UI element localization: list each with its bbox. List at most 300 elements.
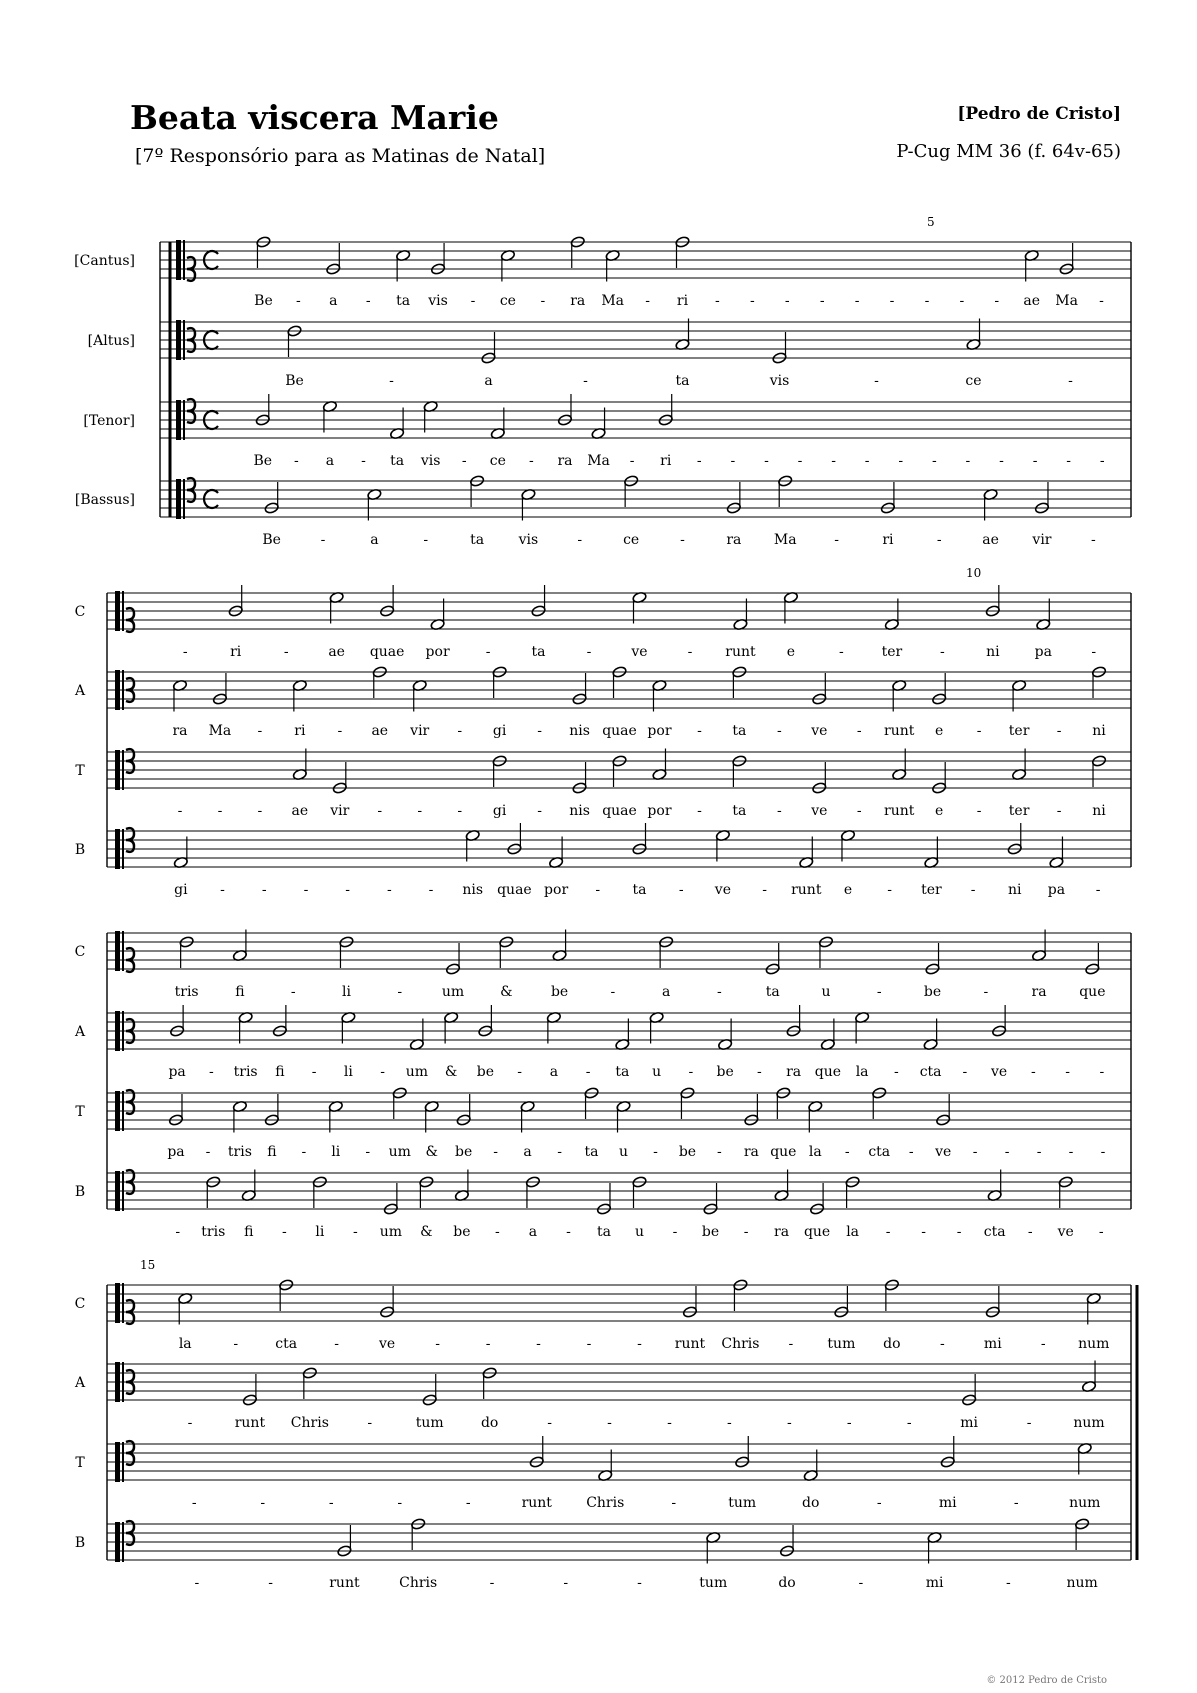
lyric-syllable: gi: [174, 882, 188, 898]
lyric-syllable: -: [345, 882, 350, 898]
lyric-syllable: -: [894, 1064, 899, 1080]
voice-label: B: [74, 842, 86, 858]
lyric-syllable: -: [386, 882, 392, 898]
lyric-syllable: do: [480, 1415, 499, 1431]
lyric-syllable: -: [435, 1336, 440, 1352]
lyric-syllable: por: [425, 644, 450, 660]
lyric-syllable: -: [217, 803, 223, 819]
lyric-syllable: -: [797, 453, 803, 469]
lyric-syllable: -: [537, 723, 542, 739]
lyric-syllable: -: [885, 1224, 891, 1240]
lyric-syllable: -: [972, 1144, 978, 1160]
lyric-syllable: ta: [531, 644, 546, 660]
lyric-syllable: mi: [925, 1575, 944, 1591]
lyric-syllable: -: [819, 293, 825, 309]
lyric-syllable: -: [762, 882, 767, 898]
lyric-syllable: ni: [986, 644, 1000, 660]
lyric-syllable: be: [716, 1064, 734, 1080]
lyric-syllable: -: [962, 1064, 968, 1080]
lyric-syllable: -: [1032, 453, 1038, 469]
lyric-syllable: ta: [470, 532, 485, 548]
voice-label: C: [74, 604, 86, 620]
lyric-syllable: -: [257, 803, 263, 819]
voice-label: C: [74, 1296, 86, 1312]
lyric-syllable: por: [544, 882, 569, 898]
lyric-syllable: -: [428, 882, 434, 898]
lyric-syllable: Ma: [1055, 293, 1078, 309]
lyric-syllable: ae: [371, 723, 389, 739]
lyric-syllable: -: [671, 1495, 677, 1511]
lyric-syllable: -: [220, 882, 225, 898]
lyric-syllable: -: [301, 1144, 307, 1160]
lyric-syllable: runt: [234, 1415, 266, 1431]
lyric-syllable: -: [1013, 1495, 1019, 1511]
lyric-syllable: ta: [596, 1224, 611, 1240]
lyric-syllable: li: [341, 984, 351, 1000]
lyric-syllable: -: [939, 1336, 945, 1352]
lyric-syllable: tris: [227, 1144, 252, 1160]
lyric-syllable: -: [337, 723, 343, 739]
lyric-syllable: ve: [811, 723, 828, 739]
lyric-syllable: -: [939, 644, 945, 660]
lyric-syllable: vis: [518, 532, 539, 548]
lyric-syllable: -: [367, 1415, 373, 1431]
lyric-syllable: la: [846, 1224, 860, 1240]
lyric-syllable: -: [389, 373, 394, 389]
c-clef-icon: [122, 1522, 124, 1562]
lyric-syllable: -: [727, 1415, 732, 1431]
lyric-syllable: ve: [811, 803, 828, 819]
lyric-syllable: -: [864, 453, 870, 469]
lyric-syllable: tris: [201, 1224, 226, 1240]
lyric-syllable: Be: [253, 453, 273, 469]
lyric-syllable: -: [921, 1224, 927, 1240]
lyric-syllable: um: [388, 1144, 411, 1160]
lyric-syllable: -: [889, 293, 895, 309]
lyric-syllable: Ma: [587, 453, 610, 469]
lyric-syllable: -: [983, 984, 989, 1000]
c-clef-icon: [176, 320, 181, 360]
lyric-syllable: be: [701, 1224, 720, 1240]
lyric-syllable: ta: [732, 803, 747, 819]
lyric-syllable: -: [485, 644, 491, 660]
voice-label: C: [74, 944, 86, 960]
lyric-syllable: -: [311, 1064, 317, 1080]
lyric-syllable: -: [844, 1144, 850, 1160]
lyric-syllable: -: [637, 1336, 642, 1352]
c-clef-icon: [115, 1091, 120, 1131]
lyric-syllable: que: [1079, 984, 1106, 1000]
lyric-syllable: num: [1078, 1336, 1110, 1352]
c-clef-icon: [115, 829, 120, 869]
lyric-syllable: -: [187, 1415, 193, 1431]
lyric-syllable: e: [935, 723, 944, 739]
lyric-syllable: -: [1040, 1336, 1046, 1352]
lyric-syllable: ni: [1008, 882, 1022, 898]
lyric-syllable: Ma: [773, 532, 797, 548]
lyric-syllable: cta: [919, 1064, 942, 1080]
lyric-syllable: ter: [921, 882, 942, 898]
lyric-syllable: tum: [415, 1415, 444, 1431]
lyric-syllable: -: [577, 532, 583, 548]
lyric-syllable: be: [476, 1064, 494, 1080]
lyric-syllable: vis: [769, 373, 790, 389]
lyric-syllable: do: [883, 1336, 901, 1352]
lyric-syllable: ae: [982, 532, 999, 548]
lyric-syllable: vis: [428, 293, 448, 309]
lyric-syllable: -: [365, 293, 371, 309]
lyric-syllable: -: [334, 1336, 340, 1352]
lyric-syllable: be: [923, 984, 942, 1000]
lyric-syllable: vir: [330, 803, 350, 819]
voice-label: [Altus]: [87, 333, 135, 349]
lyric-syllable: ve: [714, 882, 731, 898]
lyric-syllable: -: [956, 1224, 962, 1240]
lyric-syllable: ri: [676, 293, 689, 309]
lyric-syllable: -: [931, 453, 937, 469]
lyric-syllable: -: [749, 293, 755, 309]
c-clef-icon: [115, 670, 120, 710]
lyric-syllable: li: [343, 1064, 353, 1080]
voice-label: [Tenor]: [83, 413, 135, 429]
lyric-syllable: tris: [233, 1064, 258, 1080]
lyric-syllable: &: [444, 1064, 458, 1080]
lyric-syllable: -: [417, 803, 423, 819]
lyric-syllable: -: [1004, 1144, 1010, 1160]
lyric-syllable: -: [1066, 453, 1072, 469]
lyric-syllable: -: [457, 723, 463, 739]
lyric-syllable: la: [855, 1064, 869, 1080]
lyric-syllable: Chris: [721, 1336, 760, 1352]
lyric-syllable: -: [461, 453, 467, 469]
lyric-syllable: -: [936, 532, 942, 548]
measure-number: 10: [966, 566, 982, 580]
lyric-syllable: tum: [728, 1495, 757, 1511]
lyric-syllable: -: [965, 453, 971, 469]
lyric-syllable: -: [361, 453, 366, 469]
lyric-syllable: -: [585, 1064, 591, 1080]
lyric-syllable: -: [1068, 1144, 1074, 1160]
lyric-syllable: -: [540, 293, 546, 309]
lyric-syllable: -: [177, 803, 183, 819]
lyric-syllable: num: [1066, 1575, 1098, 1591]
lyric-syllable: -: [493, 1144, 499, 1160]
lyric-syllable: -: [1099, 1064, 1105, 1080]
lyric-syllable: Be: [254, 293, 273, 309]
lyric-syllable: ri: [294, 723, 306, 739]
source-reference: P-Cug MM 36 (f. 64v-65): [896, 141, 1121, 162]
lyric-syllable: fi: [235, 984, 245, 1000]
lyric-syllable: ae: [1023, 293, 1041, 309]
voice-label: B: [74, 1184, 86, 1200]
lyric-syllable: ra: [172, 723, 188, 739]
piece-title: Beata viscera Marie: [130, 98, 499, 137]
lyric-syllable: gi: [492, 723, 507, 739]
lyric-syllable: -: [717, 1144, 722, 1160]
lyric-syllable: cta: [275, 1336, 298, 1352]
lyric-syllable: ce: [499, 293, 516, 309]
lyric-syllable: -: [397, 984, 403, 1000]
lyric-syllable: vir: [1032, 532, 1052, 548]
lyric-syllable: u: [652, 1064, 662, 1080]
lyric-syllable: -: [994, 293, 1000, 309]
lyric-syllable: pa: [167, 1144, 185, 1160]
lyric-syllable: ve: [991, 1064, 1008, 1080]
lyric-syllable: -: [303, 882, 309, 898]
lyric-syllable: quae: [369, 644, 405, 660]
lyric-syllable: ra: [726, 532, 742, 548]
lyric-syllable: que: [803, 1224, 831, 1240]
lyric-syllable: -: [470, 293, 476, 309]
c-clef-icon: [115, 591, 120, 631]
c-clef-icon: [122, 1011, 124, 1051]
c-clef-icon: [115, 1011, 120, 1051]
lyric-syllable: -: [678, 882, 684, 898]
lyric-syllable: -: [485, 1336, 491, 1352]
lyric-syllable: -: [856, 723, 862, 739]
lyric-syllable: runt: [884, 723, 915, 739]
lyric-syllable: ra: [557, 453, 573, 469]
lyric-syllable: -: [397, 1495, 403, 1511]
lyric-syllable: um: [405, 1064, 429, 1080]
lyric-syllable: -: [536, 1336, 541, 1352]
lyric-syllable: -: [757, 1064, 762, 1080]
lyric-syllable: -: [547, 1415, 552, 1431]
lyric-syllable: quae: [602, 803, 637, 819]
lyric-syllable: -: [283, 644, 289, 660]
lyric-syllable: tum: [699, 1575, 728, 1591]
lyric-syllable: fi: [244, 1224, 254, 1240]
lyric-syllable: -: [377, 803, 383, 819]
measure-number: 15: [140, 1258, 156, 1272]
lyric-syllable: -: [687, 644, 693, 660]
lyric-syllable: Be: [262, 532, 281, 548]
lyric-syllable: por: [647, 723, 672, 739]
lyric-syllable: -: [898, 453, 904, 469]
lyric-syllable: -: [1027, 1224, 1033, 1240]
lyric-syllable: -: [743, 1224, 749, 1240]
lyric-syllable: -: [1026, 1415, 1032, 1431]
lyric-syllable: -: [1005, 1575, 1011, 1591]
lyric-syllable: -: [846, 1415, 852, 1431]
c-clef-icon: [115, 1171, 120, 1211]
lyric-syllable: a: [484, 373, 493, 389]
lyric-syllable: -: [268, 1575, 274, 1591]
lyric-syllable: -: [856, 803, 862, 819]
voice-label: T: [75, 763, 85, 779]
lyric-syllable: runt: [521, 1495, 552, 1511]
lyric-syllable: quae: [497, 882, 532, 898]
lyric-syllable: -: [557, 1144, 562, 1160]
lyric-syllable: -: [776, 723, 782, 739]
lyric-syllable: -: [717, 984, 722, 1000]
lyric-syllable: ri: [882, 532, 894, 548]
lyric-syllable: runt: [329, 1575, 360, 1591]
lyric-syllable: ce: [489, 453, 506, 469]
lyric-syllable: a: [370, 532, 379, 548]
lyric-syllable: ra: [570, 293, 586, 309]
lyric-syllable: -: [976, 723, 982, 739]
lyric-syllable: -: [887, 882, 893, 898]
lyric-syllable: -: [595, 882, 601, 898]
lyric-syllable: -: [667, 1415, 672, 1431]
lyric-syllable: do: [778, 1575, 796, 1591]
c-clef-icon: [183, 320, 185, 360]
lyric-syllable: -: [831, 453, 836, 469]
lyric-syllable: -: [959, 293, 965, 309]
lyric-syllable: -: [1036, 1144, 1042, 1160]
lyric-syllable: -: [874, 373, 879, 389]
lyric-syllable: ae: [328, 644, 345, 660]
lyric-syllable: -: [290, 984, 296, 1000]
lyric-syllable: -: [672, 1224, 678, 1240]
lyric-syllable: -: [457, 803, 463, 819]
lyric-syllable: -: [637, 1575, 642, 1591]
lyric-syllable: &: [425, 1144, 438, 1160]
lyric-syllable: -: [1056, 723, 1062, 739]
c-clef-icon: [115, 1362, 120, 1402]
lyric-syllable: -: [999, 453, 1004, 469]
lyric-syllable: -: [566, 1224, 571, 1240]
copyright-footer: © 2012 Pedro de Cristo: [986, 1675, 1107, 1686]
lyric-syllable: Be: [285, 373, 304, 389]
lyric-syllable: ra: [743, 1144, 759, 1160]
lyric-syllable: u: [634, 1224, 645, 1240]
lyric-syllable: -: [209, 1064, 214, 1080]
lyric-syllable: Chris: [586, 1495, 625, 1511]
lyric-syllable: -: [175, 1224, 181, 1240]
c-clef-icon: [176, 240, 181, 280]
c-clef-icon: [183, 400, 185, 440]
lyric-syllable: -: [320, 532, 326, 548]
lyric-syllable: -: [352, 1224, 358, 1240]
lyric-syllable: por: [647, 803, 672, 819]
lyric-syllable: -: [607, 1415, 612, 1431]
voice-label: A: [74, 1375, 86, 1391]
lyric-syllable: -: [696, 453, 702, 469]
lyric-syllable: -: [1090, 532, 1096, 548]
lyric-syllable: -: [1056, 803, 1062, 819]
lyric-syllable: e: [935, 803, 944, 819]
lyric-syllable: la: [808, 1144, 822, 1160]
lyric-syllable: a: [523, 1144, 532, 1160]
lyric-syllable: ve: [1057, 1224, 1074, 1240]
lyric-syllable: a: [661, 984, 671, 1000]
lyric-syllable: num: [1069, 1495, 1101, 1511]
c-clef-icon: [176, 479, 181, 519]
lyric-syllable: -: [583, 373, 588, 389]
lyric-syllable: -: [653, 1144, 658, 1160]
lyric-syllable: be: [678, 1144, 697, 1160]
lyric-syllable: -: [1031, 1064, 1036, 1080]
lyric-syllable: ve: [935, 1144, 952, 1160]
lyric-syllable: -: [495, 1224, 500, 1240]
lyric-syllable: -: [876, 1495, 882, 1511]
lyric-syllable: ter: [1008, 803, 1030, 819]
lyric-syllable: ta: [675, 373, 690, 389]
lyric-syllable: ce: [965, 373, 982, 389]
lyric-syllable: -: [854, 293, 860, 309]
lyric-syllable: nis: [462, 882, 484, 898]
lyric-syllable: -: [645, 293, 650, 309]
lyric-syllable: vir: [410, 723, 430, 739]
lyric-syllable: -: [365, 1144, 371, 1160]
lyric-syllable: ra: [1031, 984, 1047, 1000]
lyric-syllable: runt: [791, 882, 822, 898]
lyric-syllable: a: [325, 453, 335, 469]
lyric-syllable: -: [465, 1495, 471, 1511]
lyric-syllable: -: [261, 882, 267, 898]
lyric-syllable: nis: [569, 803, 590, 819]
lyric-syllable: -: [281, 1224, 287, 1240]
lyric-syllable: ta: [390, 453, 405, 469]
lyric-syllable: -: [976, 803, 982, 819]
lyric-syllable: -: [328, 1495, 334, 1511]
voice-label: T: [75, 1104, 85, 1120]
lyric-syllable: do: [802, 1495, 820, 1511]
lyric-syllable: -: [970, 882, 976, 898]
lyric-syllable: nis: [569, 723, 590, 739]
lyric-syllable: -: [1099, 453, 1105, 469]
lyric-syllable: ta: [396, 293, 411, 309]
lyric-syllable: ni: [1092, 723, 1106, 739]
lyric-syllable: -: [839, 644, 844, 660]
voice-label: [Bassus]: [74, 492, 135, 508]
lyric-syllable: -: [680, 532, 685, 548]
lyric-syllable: -: [834, 532, 839, 548]
lyric-syllable: u: [619, 1144, 629, 1160]
lyric-syllable: -: [529, 453, 534, 469]
lyric-syllable: ve: [631, 644, 648, 660]
voice-label: A: [74, 683, 86, 699]
lyric-syllable: e: [843, 882, 853, 898]
lyric-syllable: be: [455, 1144, 473, 1160]
lyric-syllable: cta: [868, 1144, 891, 1160]
lyric-syllable: -: [586, 1336, 592, 1352]
lyric-syllable: -: [537, 803, 542, 819]
lyric-syllable: -: [776, 803, 782, 819]
lyric-syllable: mi: [983, 1336, 1002, 1352]
lyric-syllable: li: [331, 1144, 341, 1160]
lyric-syllable: -: [764, 453, 769, 469]
lyric-syllable: runt: [884, 803, 915, 819]
lyric-syllable: quae: [602, 723, 637, 739]
lyric-syllable: -: [296, 293, 301, 309]
lyric-syllable: vis: [420, 453, 441, 469]
lyric-syllable: ri: [660, 453, 672, 469]
measure-number: 5: [927, 215, 935, 229]
lyric-syllable: pa: [1047, 882, 1066, 898]
lyric-syllable: -: [380, 1064, 385, 1080]
lyric-syllable: gi: [492, 803, 507, 819]
lyric-syllable: -: [293, 453, 299, 469]
lyric-syllable: u: [821, 984, 831, 1000]
lyric-syllable: -: [194, 1575, 200, 1591]
lyric-syllable: -: [233, 1336, 239, 1352]
lyric-syllable: ta: [615, 1064, 630, 1080]
lyric-syllable: Ma: [601, 293, 625, 309]
lyric-syllable: -: [629, 453, 635, 469]
lyric-syllable: -: [563, 1575, 569, 1591]
lyric-syllable: fi: [267, 1144, 277, 1160]
lyric-syllable: tris: [174, 984, 199, 1000]
lyric-syllable: -: [260, 1495, 266, 1511]
c-clef-icon: [115, 931, 120, 971]
lyric-syllable: &: [420, 1224, 433, 1240]
lyric-syllable: -: [517, 1064, 522, 1080]
lyric-syllable: e: [786, 644, 796, 660]
lyric-syllable: pa: [1034, 644, 1052, 660]
